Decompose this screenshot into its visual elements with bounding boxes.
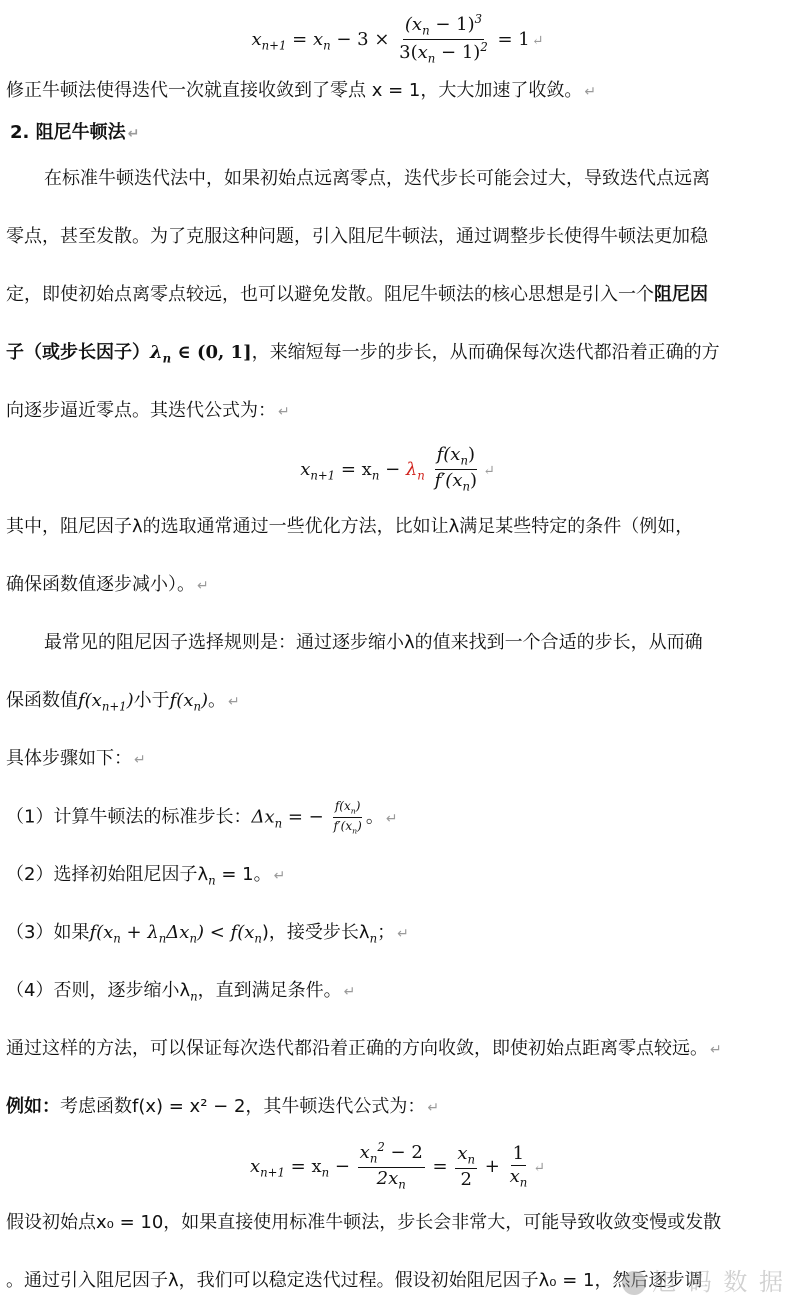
paragraph-3-line-1: 其中，阻尼因子λ的选取通常通过一些优化方法，比如让λ满足某些特定的条件（例如， xyxy=(6,516,694,537)
watermark: 旭 码 数 据 xyxy=(622,1262,785,1297)
paragraph-6-line-1: 假设初始点x₀ = 10，如果直接使用标准牛顿法，步长会非常大，可能导致收敛变慢或发散 xyxy=(6,1212,722,1233)
wechat-logo-icon xyxy=(622,1271,646,1295)
paragraph-2-line-5: 向逐步逼近零点。其迭代公式为： ↵ xyxy=(6,400,290,421)
paragraph-2-line-4: 子（或步长因子）$\lambda_n$ ∈ (0, 1]，来缩短每一步的步长，从而确保每次迭代都沿着正确的方 xyxy=(6,342,720,366)
formula-example: $x_{n+1} = x_n$ − $\frac{x_n^2 - 2}{2x_n}$ = $\frac{x_n}{2}$ + $\frac{1}{x_n}$ ↵ xyxy=(250,1140,545,1192)
paragraph-5: 通过这样的方法，可以保证每次迭代都沿着正确的方向收敛，即使初始点距离零点较远。 ↵ xyxy=(6,1038,722,1059)
paragraph-1: 修正牛顿法使得迭代一次就直接收敛到了零点 x = 1，大大加速了收敛。 ↵ xyxy=(6,80,597,101)
paragraph-2-line-2: 零点，甚至发散。为了克服这种问题，引入阻尼牛顿法，通过调整步长使得牛顿法更加稳 xyxy=(6,226,708,247)
example-line: 例如：考虑函数f(x) = x² − 2，其牛顿迭代公式为： ↵ xyxy=(6,1096,440,1117)
section-heading: 2. 阻尼牛顿法 ↵ xyxy=(10,122,140,143)
step-3: （3）如果$f(x_n + \lambda_n\Delta x_n) < f(x_n)$，接受步长$\lambda_n$； ↵ xyxy=(6,922,409,946)
paragraph-3-line-2: 确保函数值逐步减小）。 ↵ xyxy=(6,574,209,595)
paragraph-2-line-1: 在标准牛顿迭代法中，如果初始点远离零点，迭代步长可能会过大，导致迭代点远离 xyxy=(44,168,710,189)
paragraph-2-line-3: 定，即使初始点离零点较远，也可以避免发散。阻尼牛顿法的核心思想是引入一个阻尼因 xyxy=(6,284,708,305)
steps-intro: 具体步骤如下： ↵ xyxy=(6,748,146,769)
step-2: （2）选择初始阻尼因子$\lambda_n = 1$。 ↵ xyxy=(6,864,286,888)
paragraph-4-line-1: 最常见的阻尼因子选择规则是：通过逐步缩小λ的值来找到一个合适的步长，从而确 xyxy=(44,632,703,653)
paragraph-6-line-2: 。通过引入阻尼因子λ，我们可以稳定迭代过程。假设初始阻尼因子λ₀ = 1，然后逐步调 xyxy=(6,1270,703,1291)
formula-top: $x_{n+1} = x_n - 3$ × $\frac{(x_n - 1)^3}{3(x_n - 1)^2}$ = 1 ↵ xyxy=(251,12,544,66)
step-4: （4）否则，逐步缩小$\lambda_n$，直到满足条件。 ↵ xyxy=(6,980,356,1004)
paragraph-4-line-2: 保函数值$f(x_{n+1})$小于$f(x_n)$。 ↵ xyxy=(6,690,240,714)
step-1: （1）计算牛顿法的标准步长：$\Delta x_n$ = − $\frac{f(x_n)}{f'(x_n)}$ 。 ↵ xyxy=(6,799,398,836)
formula-damped: $x_{n+1} = x_n - \lambda_n$ $\frac{f(x_n)}{f'(x_n)}$ ↵ xyxy=(300,444,495,494)
